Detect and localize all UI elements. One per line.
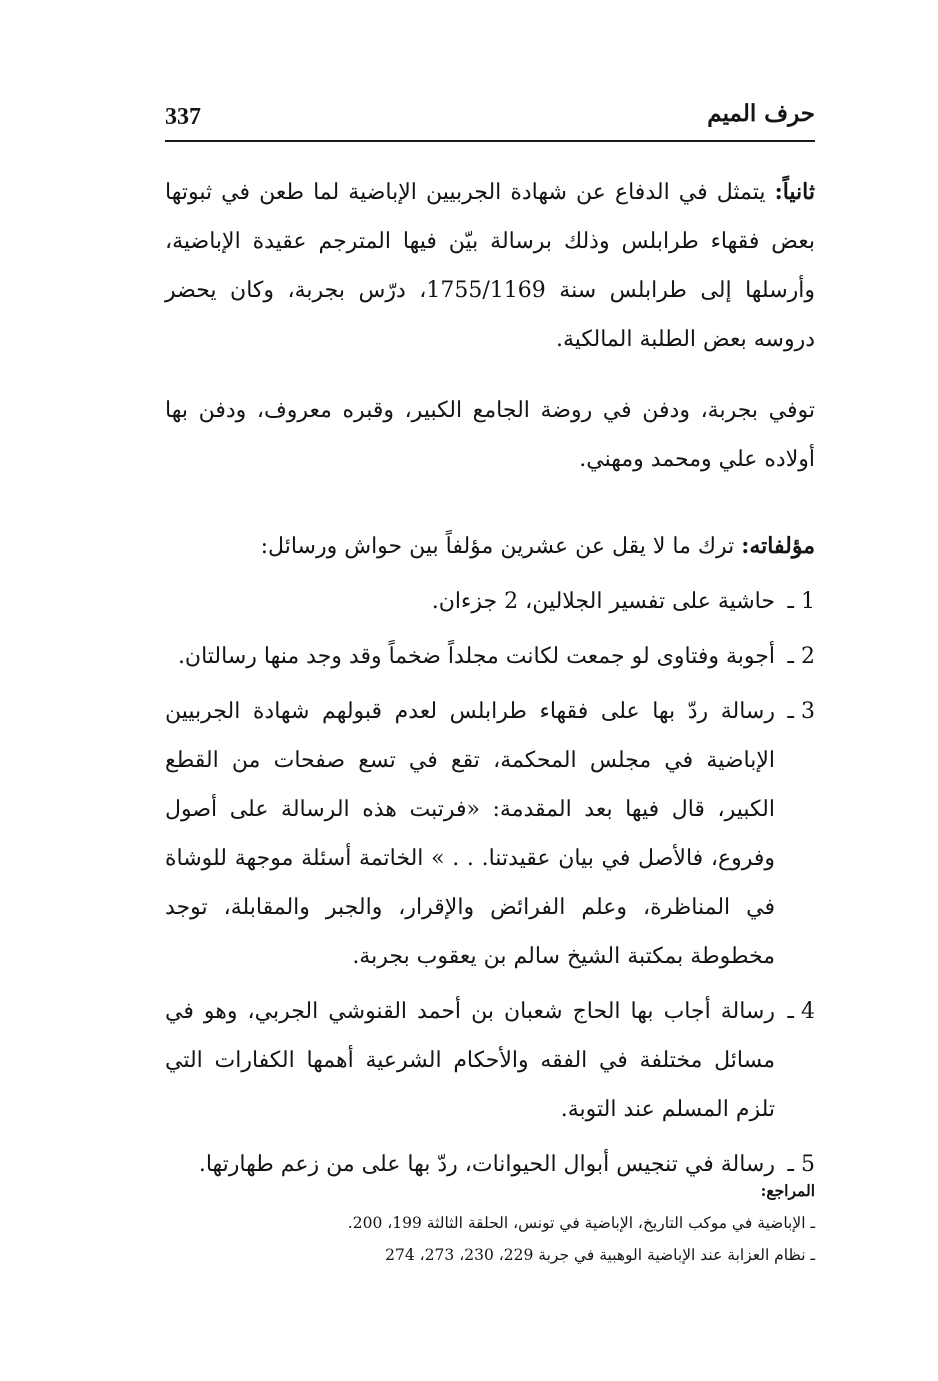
page-number: 337 (165, 104, 201, 130)
references (165, 1175, 815, 1271)
reference-item: ـ الإباضية في موكب التاريخ، الإباضية في تونس، الحلقة الثالثة 199، 200. (347, 1214, 815, 1232)
work-item-3 (165, 687, 815, 981)
works-lead: مؤلفاته: (741, 533, 815, 559)
main-text (165, 168, 815, 1189)
work-item-2 (165, 632, 815, 681)
work-text: رسالة في تنجيس أبوال الحيوانات، ردّ بها على من زعم طهارتها. (198, 1152, 775, 1177)
work-text: حاشية على تفسير الجلالين، 2 جزءان. (431, 589, 775, 614)
paragraph-text: يتمثل في الدفاع عن شهادة الجربيين الإباضية لما طعن في ثبوتها بعض فقهاء طرابلس وذلك برسالة بيّن فيها المترجم عقيدة الإباضية، وأرسلها إلى طرابلس سنة 1755/1169، درّس بجربة، وكان يحضر دروسه بعض الطلبة المالكية. (165, 180, 815, 352)
work-number: 2 ـ (787, 644, 815, 669)
works-intro (165, 522, 815, 571)
references-title: المراجع: (760, 1181, 815, 1200)
work-number: 1 ـ (787, 589, 815, 614)
page-header (165, 100, 815, 142)
works-intro-text: ترك ما لا يقل عن عشرين مؤلفاً بين حواش ورسائل: (260, 534, 742, 559)
work-text: رسالة ردّ بها على فقهاء طرابلس لعدم قبولهم شهادة الجربيين الإباضية في مجلس المحكمة، تقع في تسع صفحات من القطع الكبير، قال فيها بعد المقدمة: «فرتبت هذه الرسالة على أصول وفروع، فالأصل في بيان عقيدتنا. . . » الخاتمة أسئلة موجهة للوشاة في المناظرة، وعلم الفرائض والإقرار، والجبر والمقابلة، توجد مخطوطة بمكتبة الشيخ سالم بن يعقوب بجربة. (165, 699, 775, 969)
reference-item: ـ نظام العزابة عند الإباضية الوهبية في جربة 229، 230، 273، 274 (385, 1246, 815, 1264)
paragraph-death: توفي بجربة، ودفن في روضة الجامع الكبير، وقبره معروف، ودفن بها أولاده علي ومحمد ومهني. (165, 398, 815, 472)
running-head: حرف الميم (707, 100, 815, 127)
work-number: 4 ـ (787, 999, 815, 1024)
paragraph-lead: ثانياً: (774, 179, 815, 205)
work-number: 3 ـ (787, 699, 815, 724)
work-text: رسالة أجاب بها الحاج شعبان بن أحمد القنوشي الجربي، وهو في مسائل مختلفة في الفقه والأحكام الشرعية أهمها الكفارات التي تلزم المسلم عند التوبة. (165, 999, 775, 1122)
paragraph-second-point (165, 168, 815, 364)
work-number: 5 ـ (787, 1152, 815, 1177)
work-item-1 (165, 577, 815, 626)
work-item-4 (165, 987, 815, 1134)
work-text: أجوبة وفتاوى لو جمعت لكانت مجلداً ضخماً وقد وجد منها رسالتان. (177, 644, 775, 669)
